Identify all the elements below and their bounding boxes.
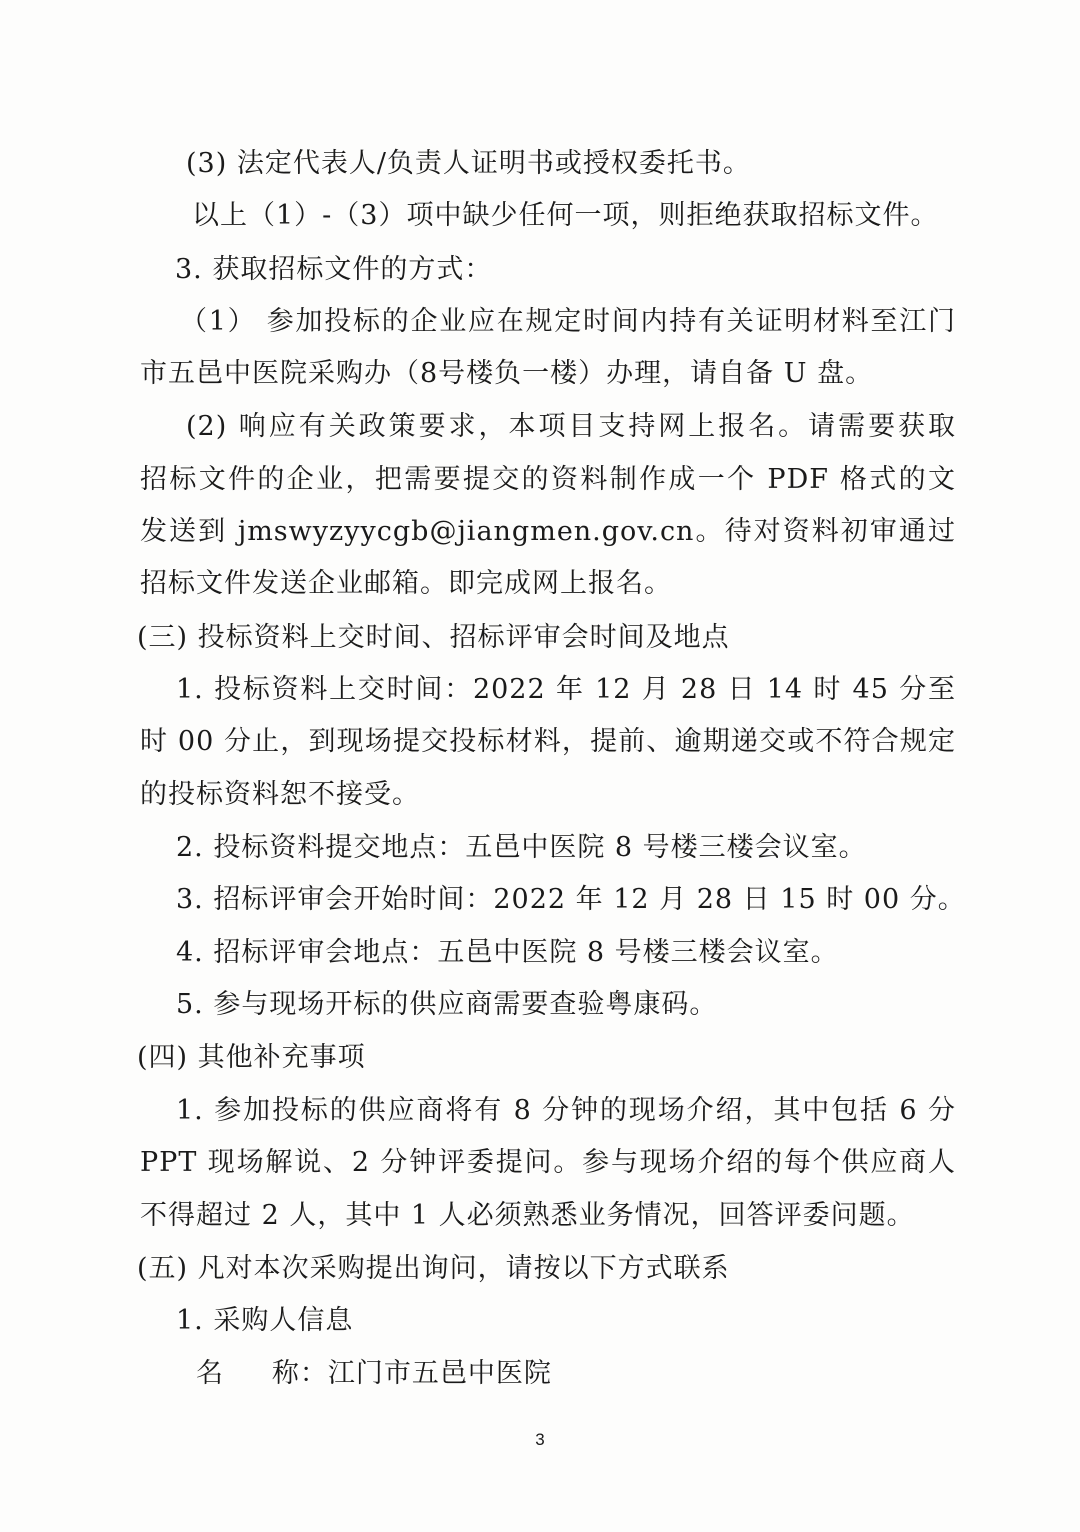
text-line-14: 2. 投标资料提交地点：五邑中医院 8 号楼三楼会议室。 xyxy=(176,832,867,863)
section-heading-3: (三) 投标资料上交时间、招标评审会时间及地点 xyxy=(137,622,730,653)
text-line-9: 招标文件发送企业邮箱。即完成网上报名。 xyxy=(140,568,672,599)
text-line-1: (3) 法定代表人/负责人证明书或授权委托书。 xyxy=(186,148,751,179)
text-line-6: (2) 响应有关政策要求，本项目支持网上报名。请需要获取 xyxy=(186,411,956,442)
text-line-3: 3. 获取招标文件的方式： xyxy=(175,254,493,285)
section-heading-5: (五) 凡对本次采购提出询问，请按以下方式联系 xyxy=(137,1253,730,1284)
text-line-19: 1. 参加投标的供应商将有 8 分钟的现场介绍，其中包括 6 分 xyxy=(176,1095,956,1126)
text-line-12: 时 00 分止，到现场提交投标材料，提前、逾期递交或不符合规定 xyxy=(140,726,956,757)
section-heading-4: (四) 其他补充事项 xyxy=(137,1042,366,1073)
text-line-15: 3. 招标评审会开始时间：2022 年 12 月 28 日 15 时 00 分。 xyxy=(176,884,966,915)
text-line-20: PPT 现场解说、2 分钟评委提问。参与现场介绍的每个供应商人 xyxy=(140,1147,956,1178)
text-line-5: 市五邑中医院采购办（8号楼负一楼）办理，请自备 U 盘。 xyxy=(140,358,874,389)
text-line-17: 5. 参与现场开标的供应商需要查验粤康码。 xyxy=(176,989,718,1020)
text-line-23: 1. 采购人信息 xyxy=(176,1305,354,1336)
text-line-11: 1. 投标资料上交时间：2022 年 12 月 28 日 14 时 45 分至 xyxy=(176,674,956,705)
text-line-24: 名 称：江门市五邑中医院 xyxy=(196,1358,552,1389)
text-line-13: 的投标资料恕不接受。 xyxy=(140,779,420,810)
text-line-21: 不得超过 2 人，其中 1 人必须熟悉业务情况，回答评委问题。 xyxy=(140,1200,915,1231)
text-line-16: 4. 招标评审会地点：五邑中医院 8 号楼三楼会议室。 xyxy=(176,937,839,968)
text-line-8: 发送到 jmswyzyycgb@jiangmen.gov.cn。待对资料初审通过 xyxy=(140,516,956,547)
text-line-2: 以上（1）-（3）项中缺少任何一项，则拒绝获取招标文件。 xyxy=(192,200,939,231)
page-number: 3 xyxy=(535,1430,545,1449)
text-line-7: 招标文件的企业，把需要提交的资料制作成一个 PDF 格式的文 xyxy=(140,464,956,495)
text-line-4: （1） 参加投标的企业应在规定时间内持有关证明材料至江门 xyxy=(180,306,956,337)
